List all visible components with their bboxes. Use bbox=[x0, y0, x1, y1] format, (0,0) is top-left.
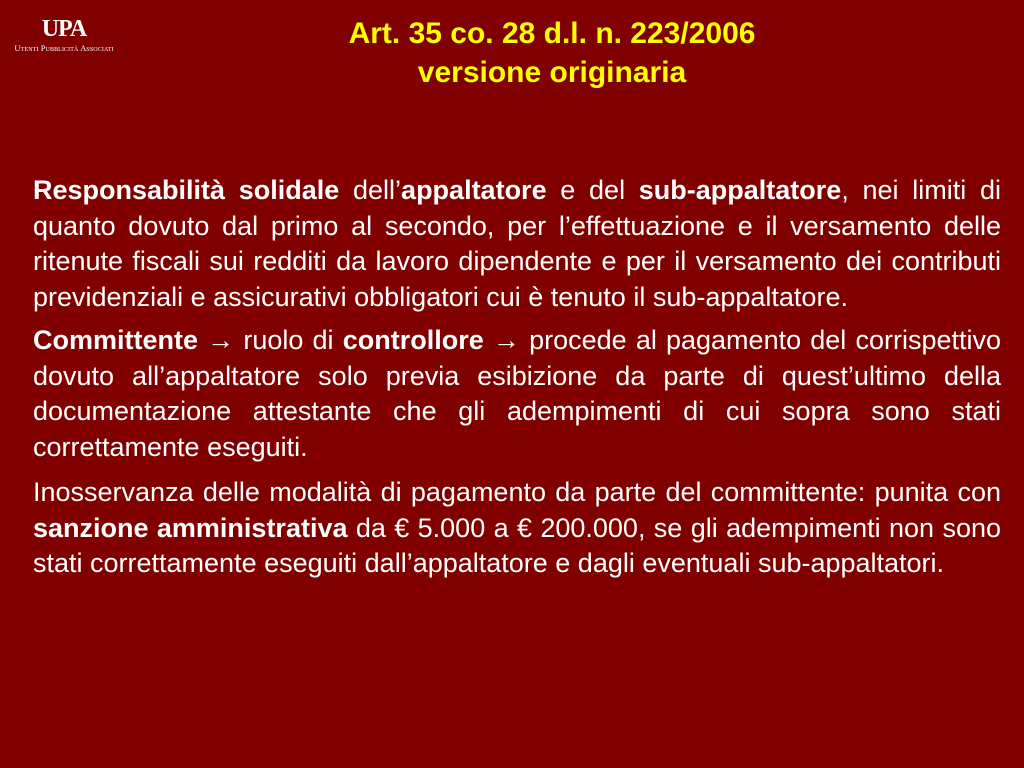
text-segment: Inosservanza delle modalità di pagamento da parte del committente: punita con bbox=[33, 477, 1001, 507]
text-segment: e del bbox=[546, 175, 639, 205]
bold-appaltatore: appaltatore bbox=[401, 175, 547, 205]
paragraph-inosservanza bbox=[33, 475, 1001, 582]
logo-mark: UPA bbox=[41, 16, 87, 42]
bold-sub-appaltatore: sub-appaltatore bbox=[638, 175, 842, 205]
bold-controllore: controllore bbox=[342, 325, 484, 355]
title-line-1: Art. 35 co. 28 d.l. n. 223/2006 bbox=[348, 17, 756, 50]
upa-logo bbox=[8, 16, 120, 54]
slide-body bbox=[33, 173, 1001, 592]
text-segment: → ruolo di bbox=[198, 325, 343, 355]
text-segment: dell’ bbox=[339, 175, 402, 205]
text-segment: da € 5.000 a € 200.000, se gli adempimenti non sono stati correttamente eseguiti dall’appaltatore e dagli eventuali sub-appaltatori. bbox=[33, 512, 1001, 578]
logo-subtitle: Utenti Pubblicità Associati bbox=[14, 43, 114, 53]
text-segment: → procede al pagamento del corrispettivo dovuto all’appaltatore solo previa esibizione da parte di quest’ultimo della documentazione attestante che gli adempimenti di cui sopra sono stati correttamente eseguiti. bbox=[33, 325, 1002, 462]
bold-committente: Committente bbox=[33, 325, 199, 355]
slide-title bbox=[120, 14, 984, 92]
paragraph-responsabilita bbox=[33, 173, 1001, 315]
paragraph-committente bbox=[33, 323, 1001, 465]
bold-responsabilita-solidale: Responsabilità solidale bbox=[33, 175, 340, 205]
text-segment: , nei limiti di quanto dovuto dal primo al secondo, per l’effettuazione e il versamento delle ritenute fiscali sui redditi da lavoro dipendente e per il versamento dei contributi previdenziali e assicurativi obbligatori cui è tenuto il sub-appaltatore. bbox=[33, 175, 1001, 312]
title-line-2: versione originaria bbox=[417, 56, 687, 89]
bold-sanzione-amministrativa: sanzione amministrativa bbox=[33, 512, 348, 543]
